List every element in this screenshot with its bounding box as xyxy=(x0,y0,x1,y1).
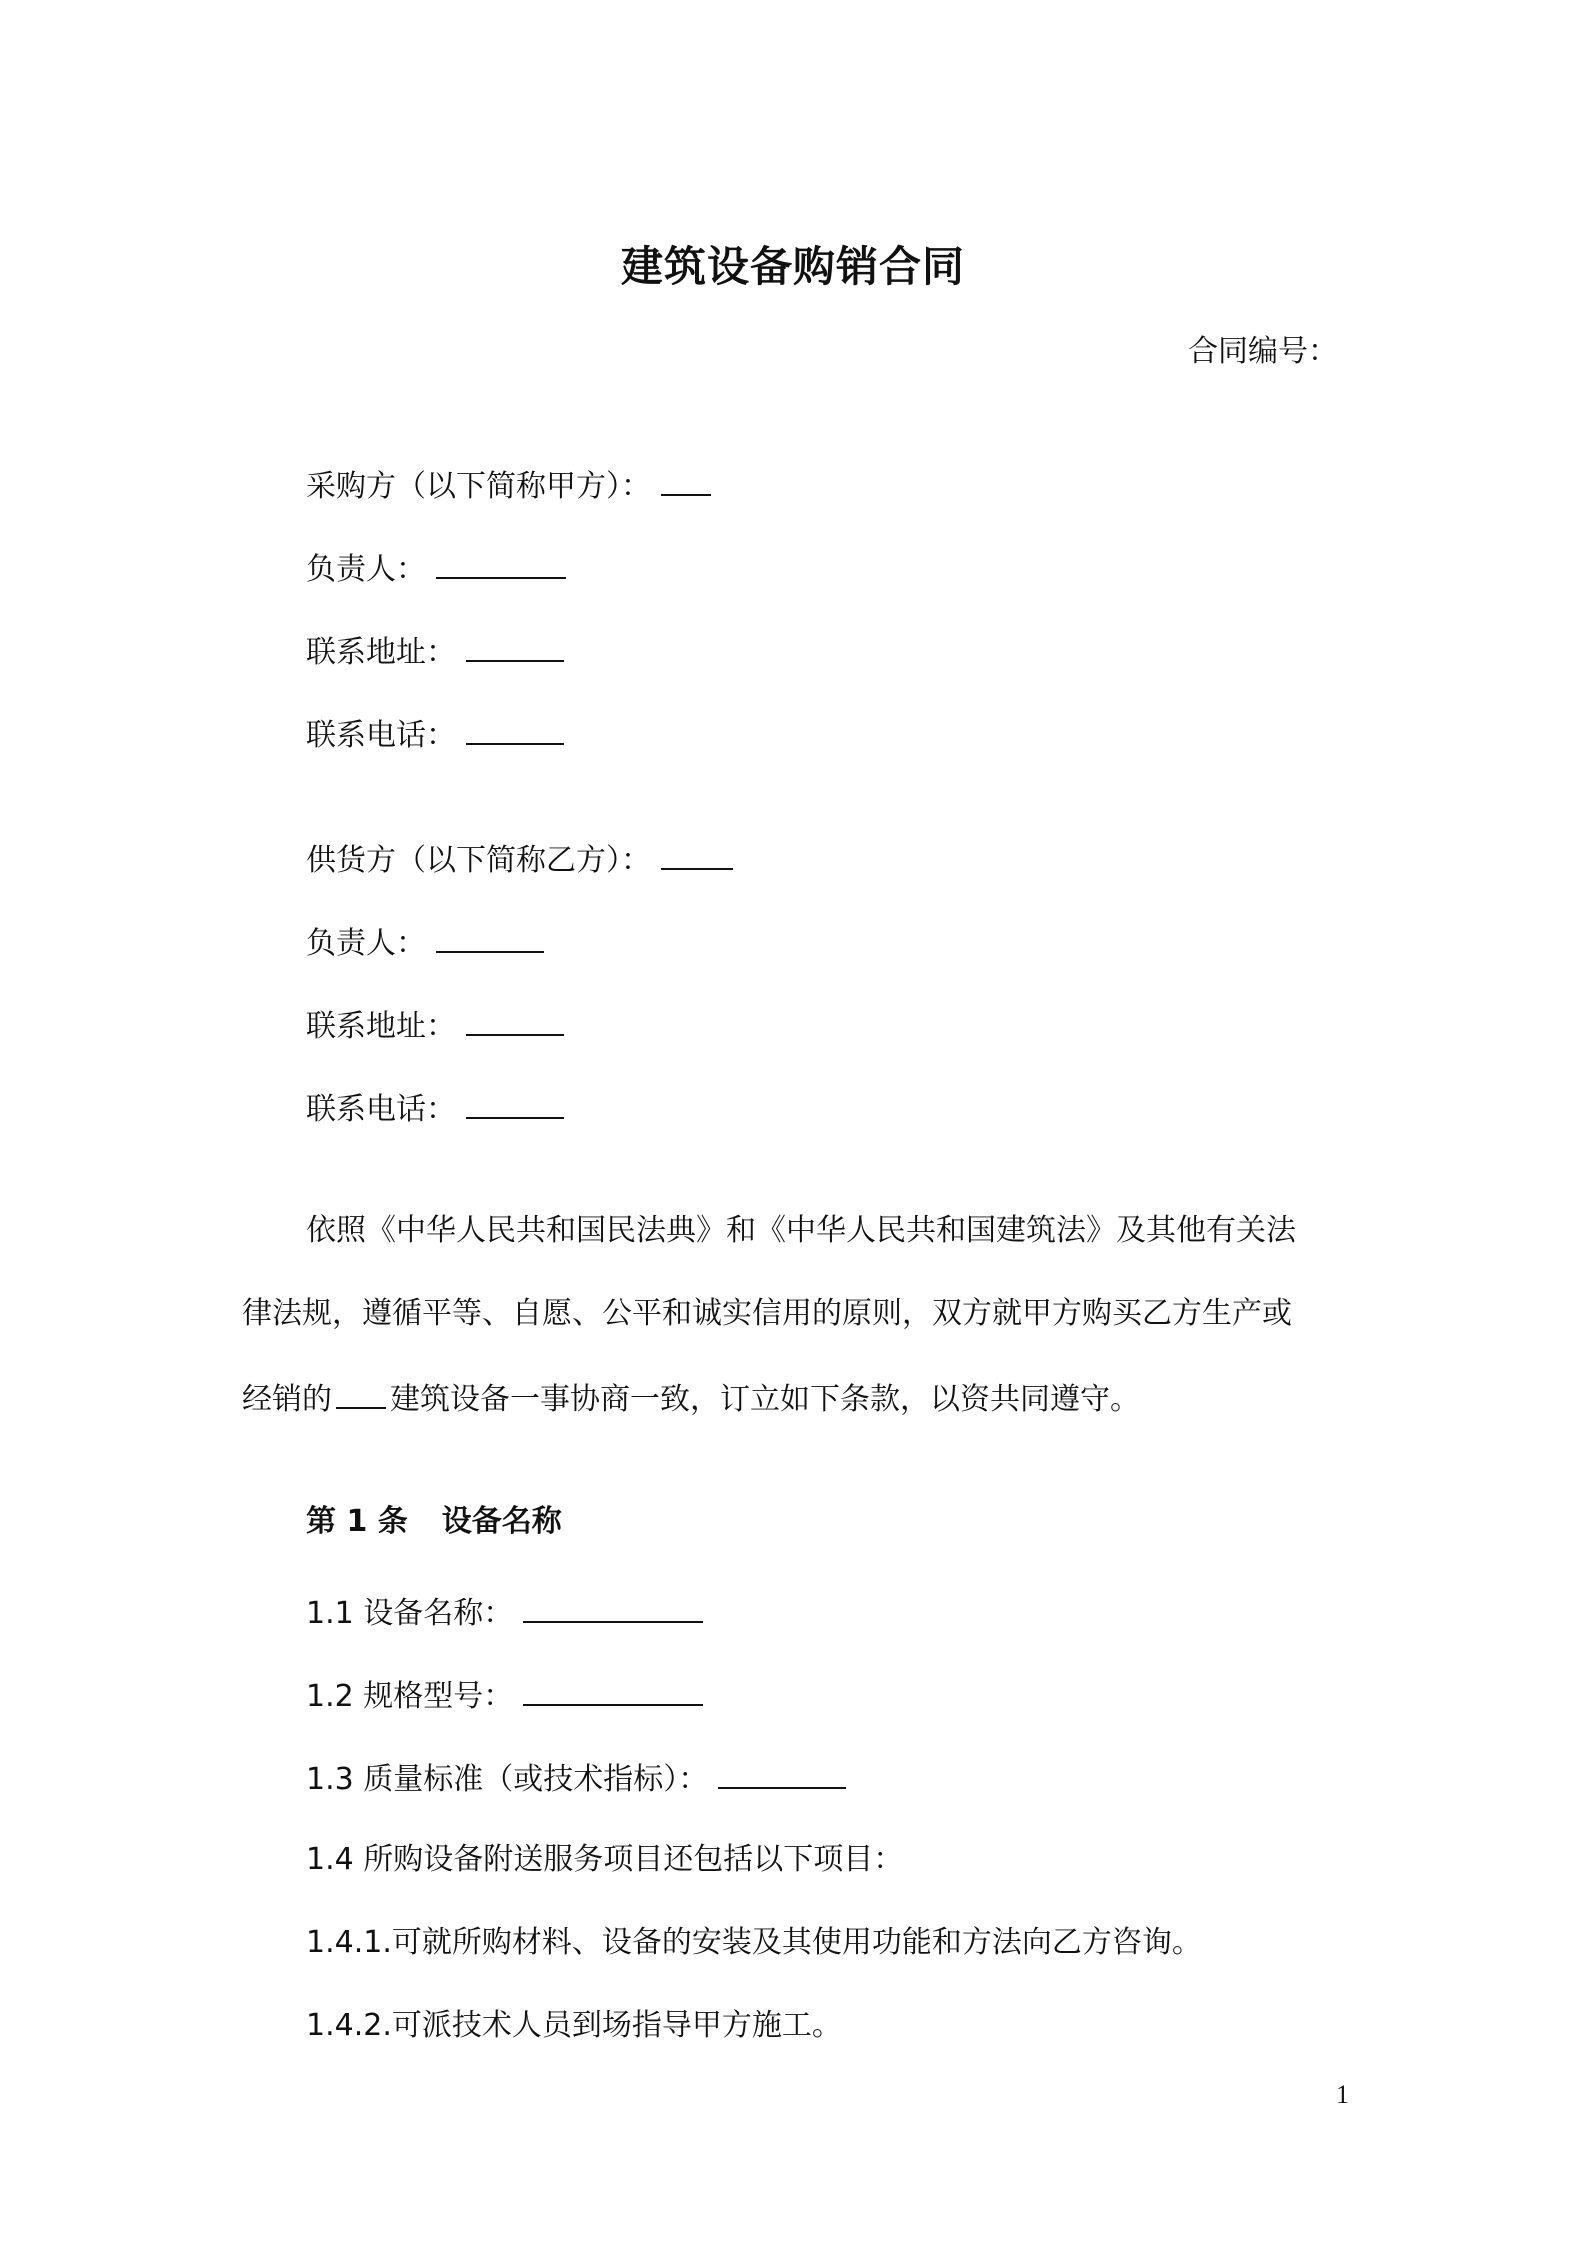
party-a-phone-blank[interactable] xyxy=(466,713,564,745)
party-b-responsible-blank[interactable] xyxy=(436,921,544,953)
item-1-1-label: 1.1 设备名称： xyxy=(306,1596,514,1631)
party-a-address-label: 联系地址： xyxy=(306,635,456,670)
party-b-address-label: 联系地址： xyxy=(306,1009,456,1044)
article-1-title: 设备名称 xyxy=(441,1504,562,1539)
item-1-3-row xyxy=(306,1757,846,1800)
party-a-phone-row xyxy=(306,713,564,756)
preamble-line-3 xyxy=(242,1377,1140,1420)
document-title: 建筑设备购销合同 xyxy=(620,242,965,291)
party-a-name-blank[interactable] xyxy=(661,464,711,496)
contract-number-label: 合同编号： xyxy=(1188,334,1338,369)
party-b-address-row xyxy=(306,1004,564,1047)
party-a-responsible-label: 负责人： xyxy=(306,552,426,587)
item-1-1-row xyxy=(306,1591,703,1634)
party-a-name-label: 采购方（以下简称甲方）： xyxy=(306,469,651,504)
party-a-phone-label: 联系电话： xyxy=(306,718,456,753)
item-1-4-1: 1.4.1.可就所购材料、设备的安装及其使用功能和方法向乙方咨询。 xyxy=(306,1925,1202,1960)
preamble-line-1: 依照《中华人民共和国民法典》和《中华人民共和国建筑法》及其他有关法 xyxy=(306,1213,1296,1248)
item-1-2-row xyxy=(306,1674,703,1717)
equipment-type-blank[interactable] xyxy=(336,1377,386,1409)
party-b-address-blank[interactable] xyxy=(466,1004,564,1036)
party-b-name-label: 供货方（以下简称乙方）： xyxy=(306,843,651,878)
equipment-name-blank[interactable] xyxy=(523,1591,703,1623)
preamble-line-3-start: 经销的 xyxy=(242,1382,332,1417)
party-b-phone-row xyxy=(306,1087,564,1130)
party-a-name-row xyxy=(306,464,711,507)
party-a-address-row xyxy=(306,630,564,673)
party-a-address-blank[interactable] xyxy=(466,630,564,662)
item-1-3-label: 1.3 质量标准（或技术指标）： xyxy=(306,1762,709,1797)
party-a-responsible-blank[interactable] xyxy=(436,547,566,579)
preamble-line-3-end: 建筑设备一事协商一致，订立如下条款，以资共同遵守。 xyxy=(390,1382,1140,1417)
party-b-responsible-label: 负责人： xyxy=(306,926,426,961)
page-number: 1 xyxy=(1336,2080,1349,2109)
item-1-4-2: 1.4.2.可派技术人员到场指导甲方施工。 xyxy=(306,2008,842,2043)
party-b-phone-label: 联系电话： xyxy=(306,1092,456,1127)
party-a-responsible-row xyxy=(306,547,566,590)
party-b-responsible-row xyxy=(306,921,544,964)
quality-standard-blank[interactable] xyxy=(718,1757,846,1789)
item-1-2-label: 1.2 规格型号： xyxy=(306,1679,514,1714)
article-1-number: 第 1 条 xyxy=(306,1504,408,1539)
model-spec-blank[interactable] xyxy=(523,1674,703,1706)
party-b-phone-blank[interactable] xyxy=(466,1087,564,1119)
party-b-name-row xyxy=(306,838,733,881)
article-1-heading xyxy=(306,1502,562,1542)
item-1-4: 1.4 所购设备附送服务项目还包括以下项目： xyxy=(306,1842,904,1877)
preamble-line-2: 律法规，遵循平等、自愿、公平和诚实信用的原则，双方就甲方购买乙方生产或 xyxy=(242,1296,1292,1331)
party-b-name-blank[interactable] xyxy=(661,838,733,870)
